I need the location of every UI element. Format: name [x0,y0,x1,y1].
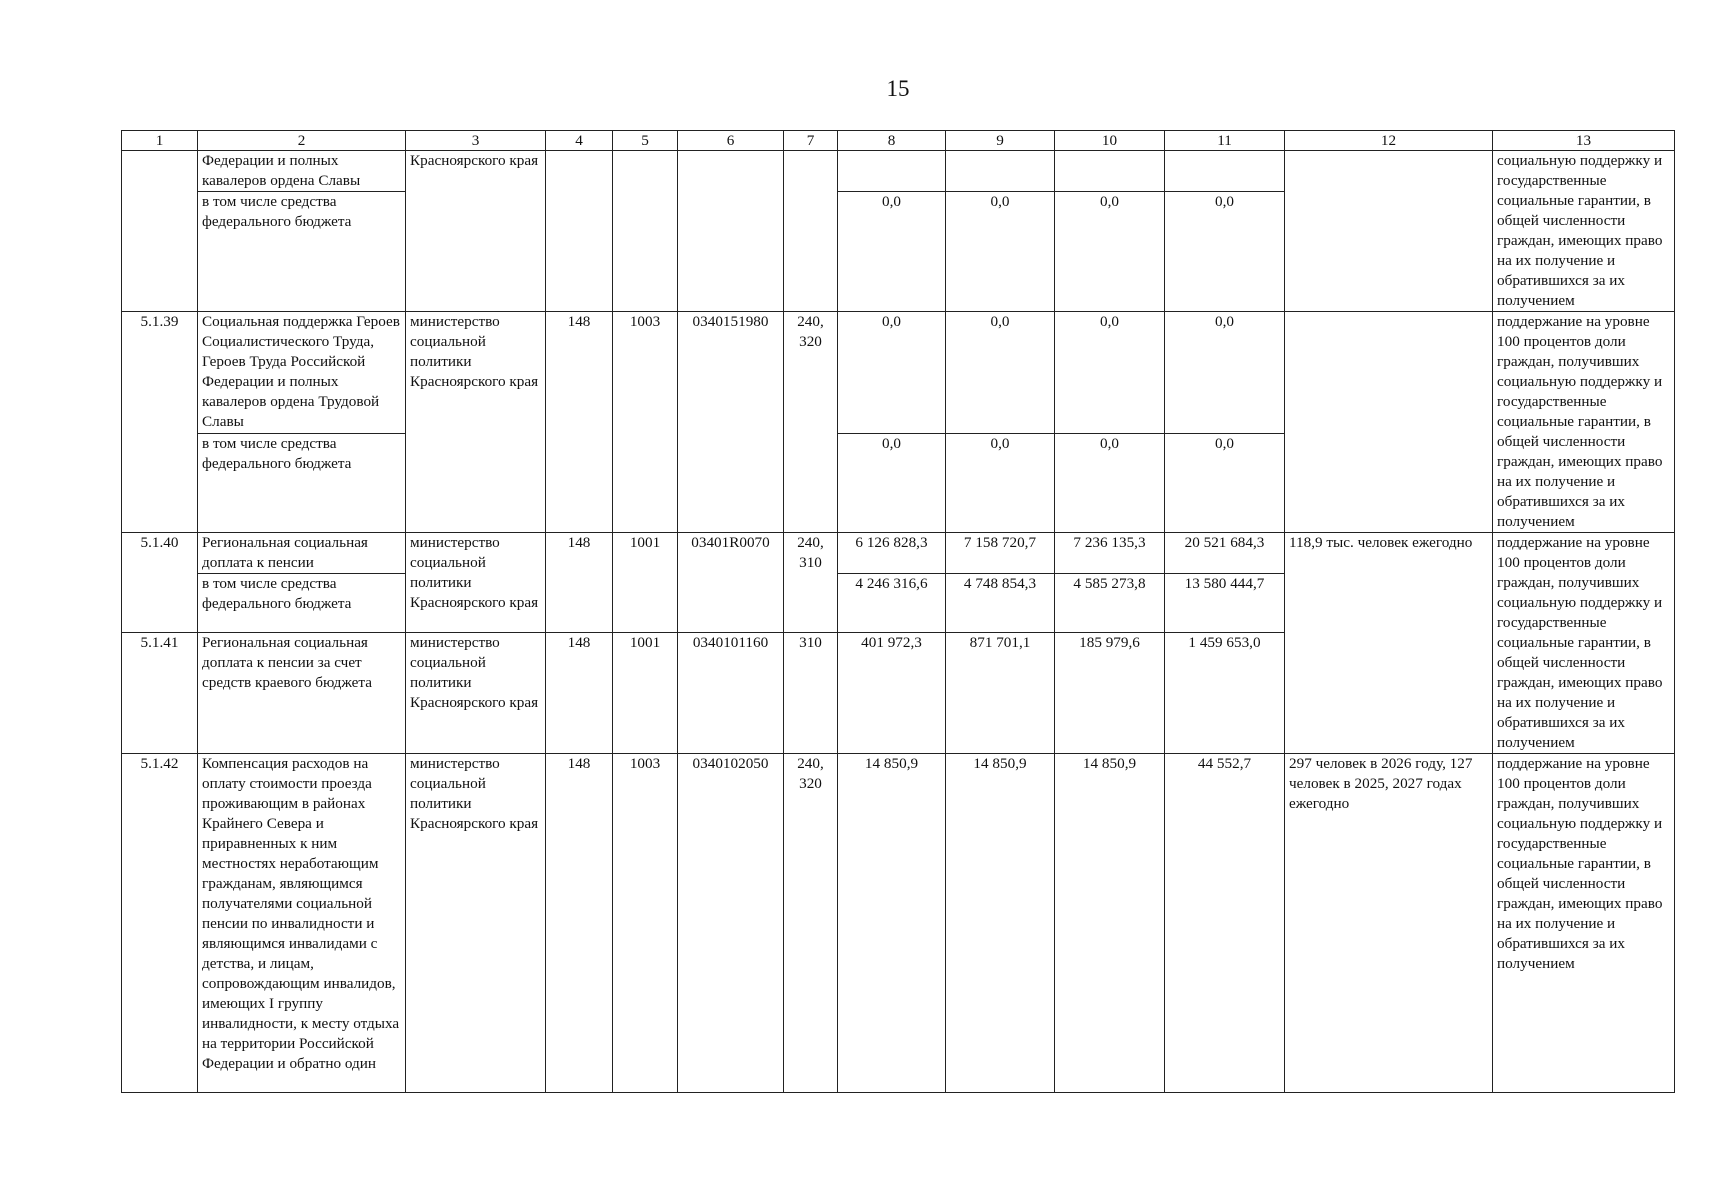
header-cell: 11 [1165,131,1285,151]
value-cell: 14 850,9 [946,754,1055,1093]
federal-value: 0,0 [838,434,946,533]
rzpr-code: 1001 [613,632,678,753]
vr-code: 240, 320 [784,754,838,1093]
value-cell: 6 126 828,3 [838,533,946,574]
federal-value: 13 580 444,7 [1165,574,1285,633]
row-number: 5.1.42 [122,754,198,1093]
rzpr-code: 1003 [613,754,678,1093]
table-row [122,754,1675,1093]
cell-rzpr [613,151,678,312]
result: поддержание на уровне 100 процентов доли граждан, получивших социальную поддержку и государственные социальные гарантии, в общей численности граждан, имеющих право на их получение и обратившихся за их получением [1493,754,1675,1093]
program-measures-table [121,130,1675,1093]
measure-name: Региональная социальная доплата к пенсии [198,533,406,574]
federal-value: 4 585 273,8 [1055,574,1165,633]
vr-code: 240, 310 [784,533,838,633]
vr-code: 310 [784,632,838,753]
federal-value: 0,0 [1055,434,1165,533]
csr-code: 0340151980 [678,312,784,533]
value-cell [946,151,1055,192]
federal-label: в том числе средства федерального бюджета [198,574,406,633]
value-cell: 14 850,9 [1055,754,1165,1093]
federal-value: 0,0 [1165,434,1285,533]
grbs-code: 148 [546,312,613,533]
value-cell: 7 158 720,7 [946,533,1055,574]
grbs-code: 148 [546,754,613,1093]
header-cell: 5 [613,131,678,151]
header-cell: 7 [784,131,838,151]
rzpr-code: 1001 [613,533,678,633]
header-cell: 1 [122,131,198,151]
cell-grbs [546,151,613,312]
cell-csr [678,151,784,312]
federal-label: в том числе средства федерального бюджета [198,192,406,312]
value-cell: 14 850,9 [838,754,946,1093]
cell-num [122,151,198,312]
column-number-header-row [122,131,1675,151]
result: социальную поддержку и государственные социальные гарантии, в общей численности граждан, имеющих право на их получение и обратившихся за их получением [1493,151,1675,312]
header-cell: 3 [406,131,546,151]
value-cell [1055,151,1165,192]
federal-value: 0,0 [838,192,946,312]
row-number: 5.1.40 [122,533,198,633]
value-cell: 1 459 653,0 [1165,632,1285,753]
federal-value: 0,0 [1055,192,1165,312]
csr-code: 0340101160 [678,632,784,753]
value-cell: 20 521 684,3 [1165,533,1285,574]
value-cell: 185 979,6 [1055,632,1165,753]
header-cell: 10 [1055,131,1165,151]
executor: Красноярского края [406,151,546,312]
federal-value: 4 748 854,3 [946,574,1055,633]
csr-code: 0340102050 [678,754,784,1093]
federal-label: в том числе средства федерального бюджета [198,434,406,533]
federal-value: 4 246 316,6 [838,574,946,633]
value-cell: 7 236 135,3 [1055,533,1165,574]
executor: министерство социальной политики Красноярского края [406,533,546,633]
result: поддержание на уровне 100 процентов доли граждан, получивших социальную поддержку и государственные социальные гарантии, в общей численности граждан, имеющих право на их получение и обратившихся за их получением [1493,533,1675,754]
measure-name: Федерации и полных кавалеров ордена Славы [198,151,406,192]
table-row [122,312,1675,434]
value-cell: 871 701,1 [946,632,1055,753]
indicator [1285,151,1493,312]
cell-vr [784,151,838,312]
grbs-code: 148 [546,533,613,633]
value-cell: 0,0 [1055,312,1165,434]
value-cell [838,151,946,192]
page-number: 15 [886,76,910,101]
result: поддержание на уровне 100 процентов доли граждан, получивших социальную поддержку и государственные социальные гарантии, в общей численности граждан, имеющих право на их получение и обратившихся за их получением [1493,312,1675,533]
table-row [122,533,1675,574]
executor: министерство социальной политики Красноярского края [406,312,546,533]
executor: министерство социальной политики Красноярского края [406,632,546,753]
table-row [122,151,1675,192]
federal-value: 0,0 [946,434,1055,533]
header-cell: 2 [198,131,406,151]
header-cell: 13 [1493,131,1675,151]
value-cell: 44 552,7 [1165,754,1285,1093]
csr-code: 03401R0070 [678,533,784,633]
vr-code: 240, 320 [784,312,838,533]
federal-value: 0,0 [946,192,1055,312]
header-cell: 8 [838,131,946,151]
value-cell: 0,0 [946,312,1055,434]
indicator: 118,9 тыс. человек ежегодно [1285,533,1493,754]
row-number: 5.1.41 [122,632,198,753]
indicator [1285,312,1493,533]
indicator: 297 человек в 2026 году, 127 человек в 2025, 2027 годах ежегодно [1285,754,1493,1093]
row-number: 5.1.39 [122,312,198,533]
federal-value: 0,0 [1165,192,1285,312]
value-cell: 0,0 [1165,312,1285,434]
value-cell: 401 972,3 [838,632,946,753]
header-cell: 9 [946,131,1055,151]
value-cell: 0,0 [838,312,946,434]
value-cell [1165,151,1285,192]
measure-name: Социальная поддержка Героев Социалистического Труда, Героев Труда Российской Федерации и полных кавалеров ордена Трудовой Славы [198,312,406,434]
header-cell: 6 [678,131,784,151]
executor: министерство социальной политики Красноярского края [406,754,546,1093]
measure-name: Региональная социальная доплата к пенсии за счет средств краевого бюджета [198,632,406,753]
rzpr-code: 1003 [613,312,678,533]
measure-name: Компенсация расходов на оплату стоимости проезда проживающим в районах Крайнего Севера и приравненных к ним местностях неработающим гражданам, являющимся получателями социальной пенсии по инвалидности и являющимся инвалидами с детства, и лицам, сопровождающим инвалидов, имеющих I группу инвалидности, к месту отдыха на территории Российской Федерации и обратно один [198,754,406,1093]
grbs-code: 148 [546,632,613,753]
header-cell: 12 [1285,131,1493,151]
header-cell: 4 [546,131,613,151]
